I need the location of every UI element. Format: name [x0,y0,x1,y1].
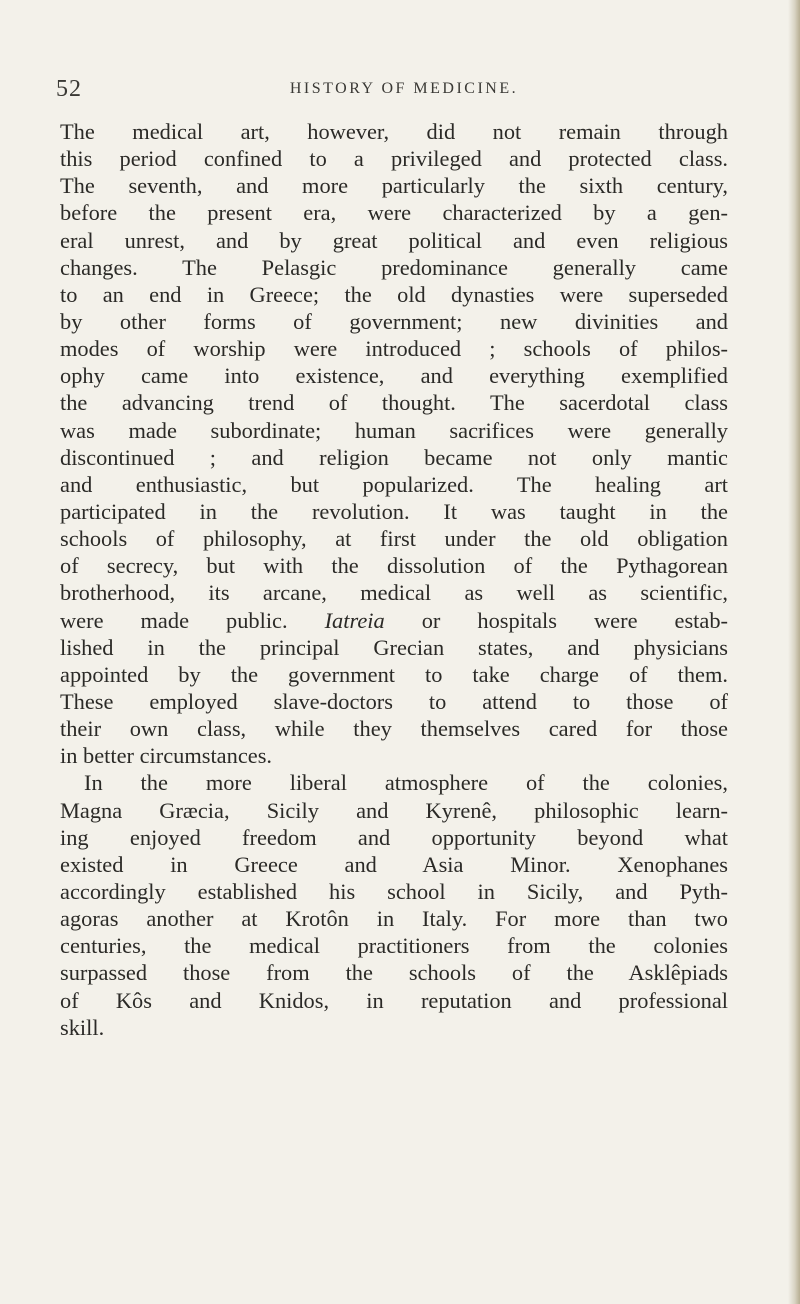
text-line: skill. [60,1014,105,1040]
text-line: surpassed those from the schools of the Asklêpiads [60,960,728,986]
paragraph-1 [60,118,728,769]
text-line: Magna Græcia, Sicily and Kyrenê, philosophic learn- [60,797,728,823]
text-line: eral unrest, and by great political and even religious [60,227,728,253]
text-line: discontinued ; and religion became not only mantic [60,444,728,470]
text-line: was made subordinate; human sacrifices were generally [60,417,728,443]
paragraph-2 [60,769,728,1040]
text-line: The seventh, and more particularly the sixth century, [60,173,728,199]
text-line: appointed by the government to take charge of them. [60,661,728,687]
text-line: before the present era, were characterized by a gen- [60,200,728,226]
text-line: and enthusiastic, but popularized. The healing art [60,471,728,497]
text-line: ophy came into existence, and everything exemplified [60,363,728,389]
italic-term: Iatreia [324,607,385,633]
running-head: HISTORY OF MEDICINE. [289,80,519,97]
text-segment: were made public. [60,607,325,633]
text-line: existed in Greece and Asia Minor. Xenophanes [60,851,728,877]
text-line: their own class, while they themselves cared for those [60,716,728,742]
text-line: by other forms of government; new divinities and [60,308,728,334]
text-line: These employed slave-doctors to attend to those of [60,688,728,714]
text-line: centuries, the medical practitioners from the colonies [60,933,728,959]
text-line: of Kôs and Knidos, in reputation and professional [60,987,728,1013]
text-line: modes of worship were introduced ; schools of philos- [60,336,728,362]
page-number: 52 [56,76,82,102]
text-line: In the more liberal atmosphere of the colonies, [84,770,728,796]
text-line: of secrecy, but with the dissolution of the Pythagorean [60,553,728,579]
text-line: brotherhood, its arcane, medical as well as scientific, [60,580,728,606]
text-line: accordingly established his school in Sicily, and Pyth- [60,878,728,904]
text-line: lished in the principal Grecian states, and physicians [60,634,728,660]
text-line: schools of philosophy, at first under the old obligation [60,526,728,552]
body-text [60,118,728,1041]
text-line: The medical art, however, did not remain through [60,119,728,144]
text-line: this period confined to a privileged and protected class. [60,146,728,172]
page-edge-shadow [788,0,800,1304]
text-line: to an end in Greece; the old dynasties were superseded [60,281,728,307]
text-line: agoras another at Krotôn in Italy. For more than two [60,906,728,932]
text-line: ing enjoyed freedom and opportunity beyond what [60,824,728,850]
text-line: participated in the revolution. It was taught in the [60,498,728,524]
page-header [56,74,732,102]
text-line: changes. The Pelasgic predominance generally came [60,254,728,280]
text-line: in better circumstances. [60,743,273,769]
text-line: the advancing trend of thought. The sacerdotal class [60,390,728,416]
text-segment: or hospitals were estab- [384,607,728,633]
text-line-with-italic [60,607,728,634]
